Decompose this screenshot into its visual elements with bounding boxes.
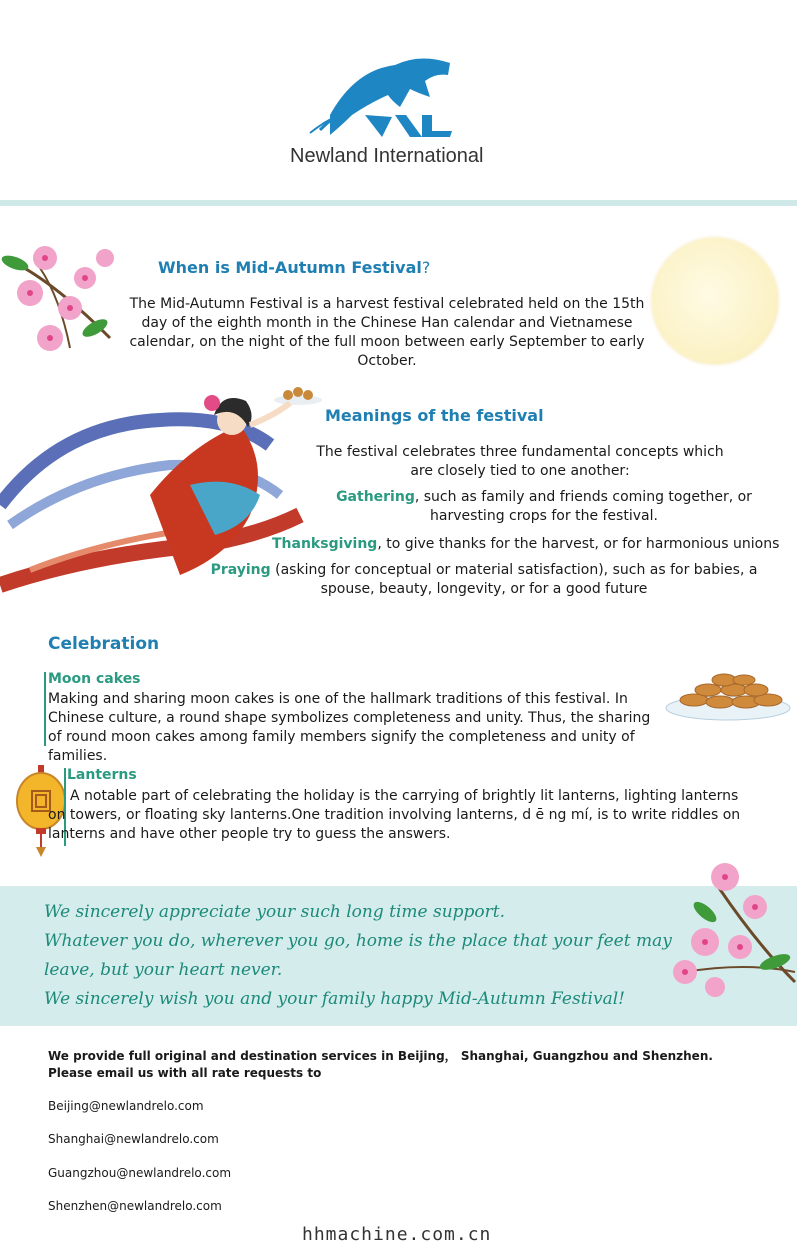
thanks-line-3: leave, but your heart never.	[44, 960, 283, 980]
email-guangzhou[interactable]: Guangzhou@newlandrelo.com	[48, 1166, 232, 1180]
email-shenzhen[interactable]: Shenzhen@newlandrelo.com	[48, 1199, 222, 1213]
meaning-item-gathering	[326, 488, 762, 526]
meaning-text: , such as family and friends coming together, or harvesting crops for the festival.	[414, 489, 752, 524]
meaning-term: Thanksgiving	[272, 536, 378, 552]
thanks-line-1: We sincerely appreciate your such long time support.	[44, 902, 506, 922]
logo-text: Newland International	[290, 145, 484, 167]
thanks-line-2: Whatever you do, wherever you go, home is the place that your feet may	[44, 931, 672, 951]
section-title-when	[158, 258, 430, 277]
mooncakes-title: Moon cakes	[48, 671, 141, 687]
when-title-text: When is Mid-Autumn Festival	[158, 258, 422, 277]
meaning-text: , to give thanks for the harvest, or for harmonious unions	[377, 536, 780, 552]
meaning-term: Praying	[210, 562, 271, 578]
meaning-term: Gathering	[336, 489, 415, 505]
when-title-mark: ?	[421, 258, 431, 277]
meaning-item-thanksgiving	[272, 535, 779, 554]
mooncakes-body: Making and sharing moon cakes is one of the hallmark traditions of this festival. In Chinese culture, a round shape symbolizes completeness and unity. Thus, the sharing of round moon cakes among family members signify the completeness and unity of families.	[48, 691, 651, 764]
contact-request-line: Please email us with all rate requests to	[48, 1066, 322, 1080]
section-title-meanings: Meanings of the festival	[325, 406, 544, 425]
mooncake-accent-bar	[44, 672, 46, 746]
blossom-illustration-right	[645, 852, 797, 1002]
contact-services-line: We provide full original and destination services in Beijing， Shanghai, Guangzhou and Shenzhen.	[48, 1049, 713, 1063]
watermark-text: hhmachine.com.cn	[302, 1224, 492, 1245]
lanterns-title: Lanterns	[67, 767, 137, 783]
full-moon	[652, 238, 778, 364]
section-title-celebration: Celebration	[48, 634, 160, 654]
meaning-item-praying	[196, 561, 772, 599]
mooncake-plate-illustration	[664, 668, 792, 728]
when-body: The Mid-Autumn Festival is a harvest festival celebrated held on the 15th day of the eighth month in the Chinese Han calendar and Vietnamese calendar, on the night of the full moon between early September to early October.	[129, 296, 645, 369]
email-shanghai[interactable]: Shanghai@newlandrelo.com	[48, 1132, 219, 1146]
blossom-illustration	[0, 238, 130, 358]
meaning-text: (asking for conceptual or material satisfaction), such as for babies, a spouse, beauty, longevity, or for a good future	[270, 562, 758, 597]
logo-graphic	[300, 45, 470, 145]
header-divider	[0, 200, 797, 206]
lanterns-body: A notable part of celebrating the holiday is the carrying of brightly lit lanterns, lighting lanterns on towers, or floating sky lanterns.One tradition involving lanterns, d ē ng mí, is to write riddles on lanterns and have other people try to guess the answers.	[48, 788, 741, 842]
meanings-intro: The festival celebrates three fundamental concepts which are closely tied to one another:	[316, 444, 724, 479]
thanks-line-4: We sincerely wish you and your family happy Mid-Autumn Festival!	[44, 989, 625, 1009]
email-beijing[interactable]: Beijing@newlandrelo.com	[48, 1099, 204, 1113]
